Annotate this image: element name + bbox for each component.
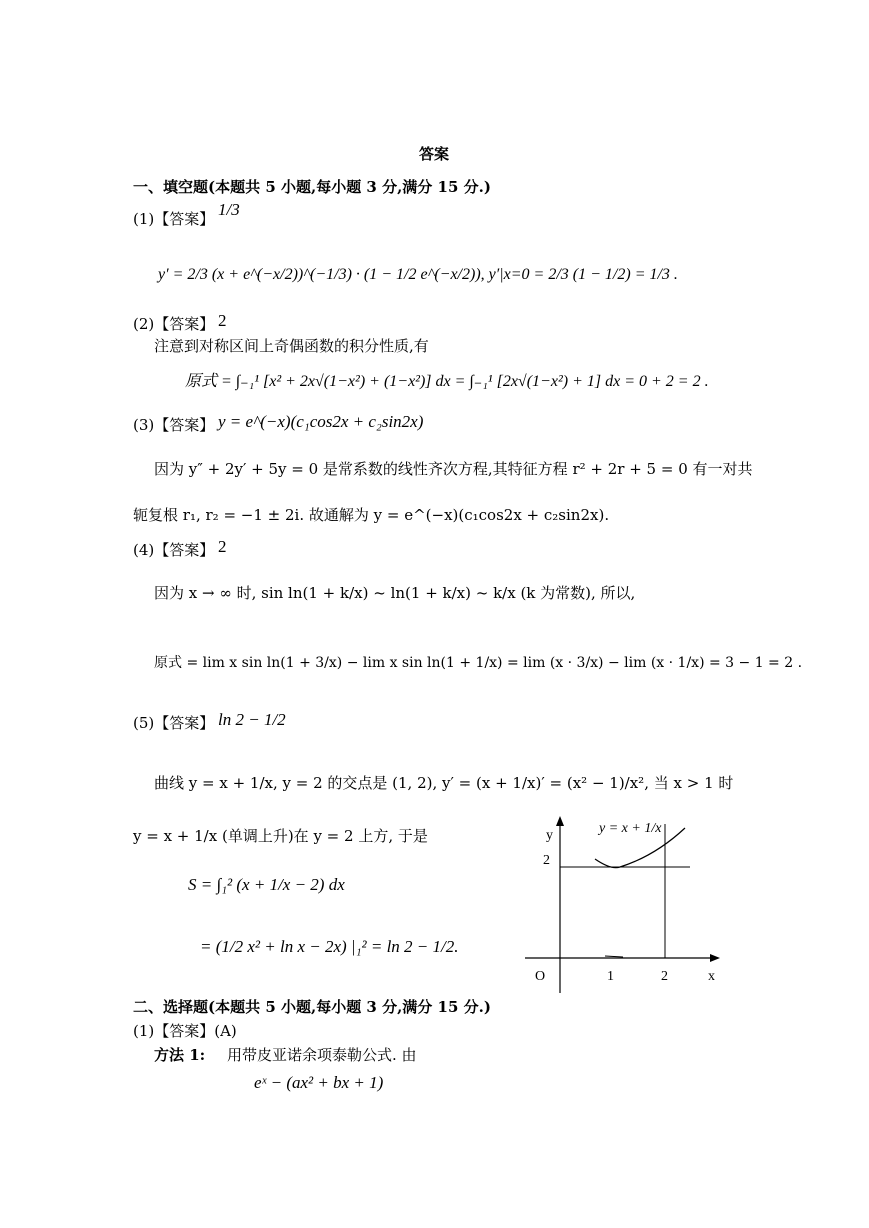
mc1-formula: eˣ − (ax² + bx + 1) xyxy=(254,1073,384,1092)
q4-line1: 因为 x → ∞ 时, sin ln(1 + k/x) ~ ln(1 + k/x) ~ k/x (k 为常数), 所以, xyxy=(154,584,636,602)
x-axis-label: x xyxy=(708,969,715,984)
q3-line1: 因为 y″ + 2y′ + 5y = 0 是常系数的线性齐次方程,其特征方程 r² + 2r + 5 = 0 有一对共 xyxy=(154,460,753,478)
q3-line2: 轭复根 r₁, r₂ = −1 ± 2i. 故通解为 y = e^(−x)(c₁cos2x + c₂sin2x). xyxy=(133,506,610,524)
section-heading-fill-in: 一、填空题(本题共 5 小题,每小题 3 分,满分 15 分.) xyxy=(133,178,491,196)
x-tick-2-label: 2 xyxy=(661,969,668,984)
q5-line3: S = ∫₁² (x + 1/x − 2) dx xyxy=(188,875,345,894)
mc1-label: (1)【答案】(A) xyxy=(133,1022,237,1040)
y-axis-arrow-icon xyxy=(556,816,564,826)
y-axis-label: y xyxy=(546,828,553,843)
q5-answer: ln 2 − 1/2 xyxy=(218,710,286,729)
q2-label: (2)【答案】 xyxy=(133,315,215,333)
q3-label: (3)【答案】 xyxy=(133,416,215,434)
q5-line1: 曲线 y = x + 1/x, y = 2 的交点是 (1, 2), y′ = (x + 1/x)′ = (x² − 1)/x², 当 x > 1 时 xyxy=(154,774,734,792)
x-tick-mark xyxy=(605,956,623,957)
q5-line2: y = x + 1/x (单调上升)在 y = 2 上方, 于是 xyxy=(133,827,428,845)
x-tick-1-label: 1 xyxy=(607,969,614,984)
curve-label: y = x + 1/x xyxy=(599,821,662,836)
q5-label: (5)【答案】 xyxy=(133,714,215,732)
q2-note: 注意到对称区间上奇偶函数的积分性质,有 xyxy=(154,337,429,355)
q1-answer: 1/3 xyxy=(218,200,240,219)
q3-answer: y = e^(−x)(c₁cos2x + c₂sin2x) xyxy=(218,412,424,431)
q2-formula: 原式 = ∫₋₁¹ [x² + 2x√(1−x²) + (1−x²)] dx = ∫₋₁¹ [2x√(1−x²) + 1] dx = 0 + 2 = 2 . xyxy=(185,373,709,390)
mc1-text: 用带皮亚诺余项泰勒公式. 由 xyxy=(227,1046,417,1064)
q4-answer: 2 xyxy=(218,537,227,556)
y-tick-2-label: 2 xyxy=(543,853,550,868)
q4-line2: 原式 = lim x sin ln(1 + 3/x) − lim x sin ln(1 + 1/x) = lim (x · 3/x) − lim (x · 1/x) = 3 − 1 = 2 . xyxy=(154,655,803,671)
section-heading-multiple-choice: 二、选择题(本题共 5 小题,每小题 3 分,满分 15 分.) xyxy=(133,998,491,1016)
x-axis-arrow-icon xyxy=(710,954,720,962)
origin-label: O xyxy=(535,969,546,984)
curve-figure xyxy=(515,810,740,1000)
q1-label: (1)【答案】 xyxy=(133,210,215,228)
mc1-method: 方法 1: xyxy=(154,1046,206,1064)
q2-answer: 2 xyxy=(218,311,227,330)
q5-line4: = (1/2 x² + ln x − 2x) |₁² = ln 2 − 1/2. xyxy=(200,937,459,956)
q4-label: (4)【答案】 xyxy=(133,541,215,559)
page-title: 答案 xyxy=(419,145,450,163)
q1-formula: y′ = 2/3 (x + e^(−x/2))^(−1/3) · (1 − 1/2 e^(−x/2)), y′|x=0 = 2/3 (1 − 1/2) = 1/3 . xyxy=(158,266,678,283)
